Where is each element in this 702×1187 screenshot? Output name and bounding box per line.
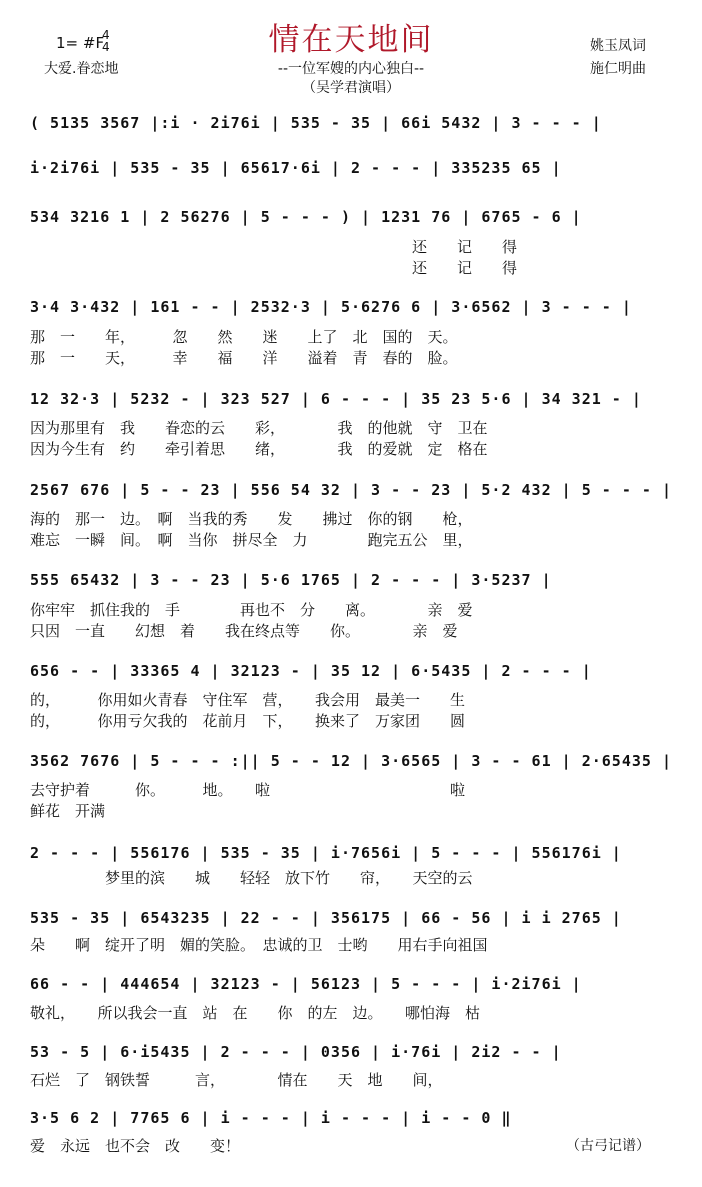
time-signature-bottom: 4 [102, 40, 110, 54]
key-signature: 1= #F [56, 34, 105, 52]
notation-line-11: 535 - 35 | 6543235 | 22 - - | 356175 | 66 - 56 | i i 2765 | [30, 909, 622, 927]
lyric-line-9a: 去守护着 你。 地。 啦 啦 [30, 781, 466, 799]
time-signature-top: 4 [102, 28, 110, 42]
composer-credit: 施仁明曲 [590, 61, 646, 77]
album-name: 大爱.眷恋地 [44, 61, 119, 77]
lyric-line-6a: 海的 那一 边。 啊 当我的秀 发 拂过 你的钢 枪， [30, 510, 473, 528]
lyric-line-14a: 爱 永远 也不会 改 变！ [30, 1137, 241, 1155]
notation-line-12: 66 - - | 444654 | 32123 - | 56123 | 5 - - - | i·2i76i | [30, 975, 582, 993]
notation-line-13: 53 - 5 | 6·i5435 | 2 - - - | 0356 | i·76i | 2i2 - - | [30, 1043, 562, 1061]
lyric-line-3a: 还 记 得 [412, 238, 518, 256]
lyric-line-6b: 难忘 一瞬 间。 啊 当你 拼尽全 力 跑完五公 里， [30, 531, 473, 549]
notation-line-4: 3·4 3·432 | 161 - - | 2532·3 | 5·6276 6 | 3·6562 | 3 - - - | [30, 298, 632, 316]
lyric-line-11a: 朵 啊 绽开了明 媚的笑脸。 忠诚的卫 士哟 用右手向祖国 [30, 936, 488, 954]
lyric-line-5b: 因为今生有 约 牵引着思 绪， 我 的爱就 定 格在 [30, 440, 488, 458]
lyric-line-9b: 鲜花 开满 [30, 802, 106, 820]
lyric-line-3b: 还 记 得 [412, 259, 518, 277]
singer-credit: （吴学君演唱） [302, 80, 400, 96]
notation-line-10: 2 - - - | 556176 | 535 - 35 | i·7656i | 5 - - - | 556176i | [30, 844, 622, 862]
lyric-line-4a: 那 一 年， 忽 然 迷 上了 北 国的 天。 [30, 328, 458, 346]
lyricist-credit: 姚玉凤词 [590, 38, 646, 54]
notation-line-7: 555 65432 | 3 - - 23 | 5·6 1765 | 2 - - - | 3·5237 | [30, 571, 552, 589]
song-subtitle: --一位军嫂的内心独白-- [277, 61, 425, 77]
lyric-line-4b: 那 一 天， 幸 福 洋 溢着 青 春的 脸。 [30, 349, 458, 367]
lyric-line-7b: 只因 一直 幻想 着 我在终点等 你。 亲 爱 [30, 622, 458, 640]
transcriber-credit: （古弓记谱） [566, 1138, 650, 1154]
lyric-line-5a: 因为那里有 我 眷恋的云 彩， 我 的他就 守 卫在 [30, 419, 488, 437]
lyric-line-7a: 你牢牢 抓住我的 手 再也不 分 离。 亲 爱 [30, 601, 473, 619]
lyric-line-8a: 的， 你用如火青春 守住军 营， 我会用 最美一 生 [30, 691, 466, 709]
notation-line-6: 2567 676 | 5 - - 23 | 556 54 32 | 3 - - 23 | 5·2 432 | 5 - - - | [30, 481, 672, 499]
lyric-line-13a: 石烂 了 钢铁誓 言， 情在 天 地 间， [30, 1071, 443, 1089]
song-title: 情在天地间 [268, 22, 434, 58]
notation-line-3: 534 3216 1 | 2 56276 | 5 - - - ) | 1231 76 | 6765 - 6 | [30, 208, 582, 226]
notation-line-9: 3562 7676 | 5 - - - :|| 5 - - 12 | 3·6565 | 3 - - 61 | 2·65435 | [30, 752, 672, 770]
notation-line-14: 3·5 6 2 | 7765 6 | i - - - | i - - - | i - - 0 ‖ [30, 1109, 512, 1127]
notation-line-1: ( 5135 3567 |:i · 2i76i | 535 - 35 | 66i 5432 | 3 - - - | [30, 114, 602, 132]
notation-line-2: i·2i76i | 535 - 35 | 65617·6i | 2 - - - | 335235 65 | [30, 159, 562, 177]
lyric-line-12a: 敬礼， 所以我会一直 站 在 你 的左 边。 哪怕海 枯 [30, 1004, 481, 1022]
lyric-line-10a: 梦里的滨 城 轻轻 放下竹 帘， 天空的云 [30, 869, 473, 887]
notation-line-8: 656 - - | 33365 4 | 32123 - | 35 12 | 6·5435 | 2 - - - | [30, 662, 592, 680]
lyric-line-8b: 的， 你用亏欠我的 花前月 下， 换来了 万家团 圆 [30, 712, 466, 730]
notation-line-5: 12 32·3 | 5232 - | 323 527 | 6 - - - | 35 23 5·6 | 34 321 - | [30, 390, 642, 408]
